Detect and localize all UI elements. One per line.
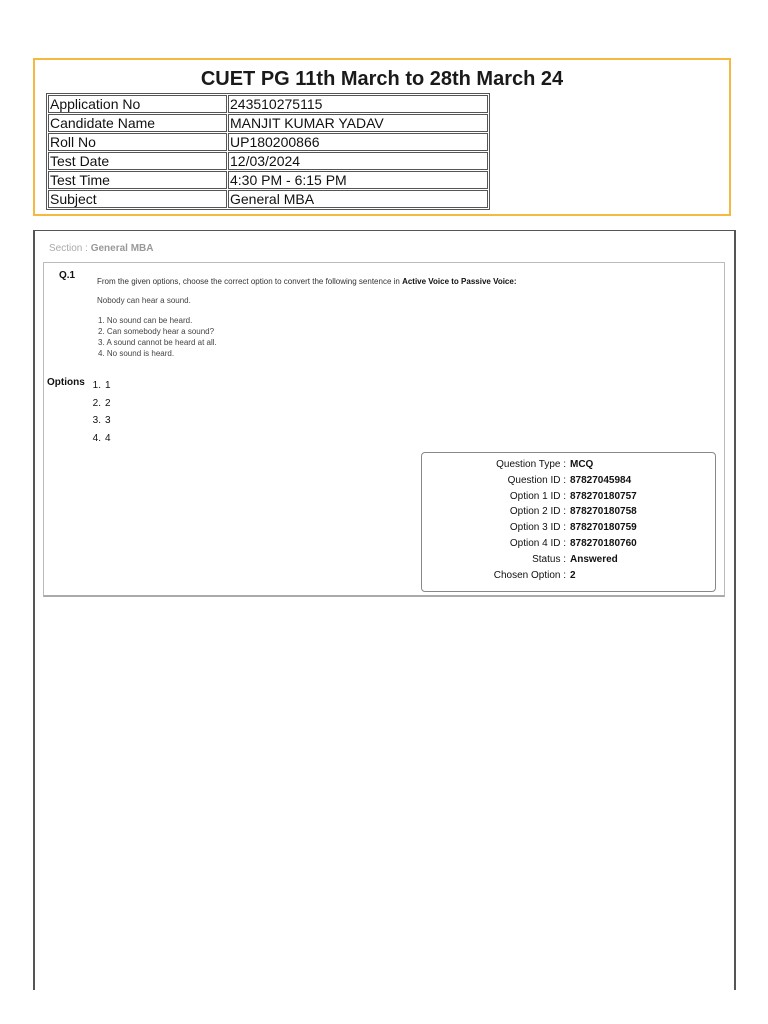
- question-choices: [98, 315, 217, 359]
- meta-value: 87827045984: [570, 475, 632, 486]
- meta-label: Option 1 ID :: [509, 491, 566, 502]
- options-label: Options: [47, 377, 85, 388]
- meta-label: Question Type :: [496, 459, 566, 470]
- test-date-label: Test Date: [48, 152, 227, 170]
- question-instruction: [97, 277, 516, 286]
- meta-value: Answered: [570, 554, 618, 565]
- meta-label: Option 2 ID :: [509, 506, 566, 517]
- option-number: 1.: [92, 380, 101, 391]
- option-value: 1: [105, 380, 111, 391]
- question-number: Q.1: [59, 270, 76, 281]
- candidate-name-value: MANJIT KUMAR YADAV: [228, 114, 488, 132]
- subject-value: General MBA: [228, 190, 488, 208]
- meta-value: 878270180757: [570, 491, 637, 502]
- meta-status: [422, 554, 715, 568]
- choice-item: 2. Can somebody hear a sound?: [98, 327, 215, 336]
- test-time-label: Test Time: [48, 171, 227, 189]
- section-name: General MBA: [90, 243, 154, 254]
- option-value: 4: [105, 432, 111, 444]
- meta-value: 2: [570, 570, 576, 581]
- meta-label: Option 4 ID :: [509, 538, 566, 549]
- table-row: [48, 114, 488, 132]
- option-item: [89, 430, 111, 448]
- table-row: [48, 190, 488, 208]
- choice-item: 1. No sound can be heard.: [98, 316, 193, 325]
- option-value: 2: [105, 397, 111, 409]
- table-row: [48, 95, 488, 113]
- meta-option-1-id: [422, 491, 715, 505]
- option-item: [89, 377, 111, 395]
- section-label: [49, 243, 154, 254]
- meta-label: Option 3 ID :: [509, 522, 566, 533]
- question-instruction-bold: Active Voice to Passive Voice:: [402, 277, 517, 286]
- meta-chosen-option: [422, 570, 715, 584]
- options-list: [89, 377, 111, 447]
- candidate-header: [33, 58, 731, 216]
- option-number: 4.: [92, 432, 101, 444]
- meta-question-id: [422, 475, 715, 489]
- question-instruction-text: From the given options, choose the correct option to convert the following sentence in: [97, 277, 403, 286]
- meta-question-type: [422, 459, 715, 473]
- roll-no-label: Roll No: [48, 133, 227, 151]
- option-number: 2.: [92, 397, 101, 409]
- table-row: [48, 171, 488, 189]
- question-card: [43, 262, 725, 597]
- question-sentence: Nobody can hear a sound.: [97, 296, 191, 305]
- candidate-name-label: Candidate Name: [48, 114, 227, 132]
- candidate-info-table: [46, 93, 490, 210]
- choice-item: 3. A sound cannot be heard at all.: [98, 338, 217, 347]
- meta-value: 878270180759: [570, 522, 637, 533]
- roll-no-value: UP180200866: [228, 133, 488, 151]
- meta-label: Status :: [532, 554, 566, 565]
- meta-label: Chosen Option :: [493, 570, 566, 581]
- meta-value: 878270180758: [570, 506, 637, 517]
- meta-option-2-id: [422, 506, 715, 520]
- table-row: [48, 133, 488, 151]
- option-item: [89, 395, 111, 413]
- meta-option-3-id: [422, 522, 715, 536]
- table-row: [48, 152, 488, 170]
- option-item: [89, 412, 111, 430]
- question-meta-panel: [421, 452, 716, 592]
- option-number: 3.: [92, 415, 101, 426]
- option-value: 3: [105, 415, 111, 426]
- application-no-label: Application No: [48, 95, 227, 113]
- subject-label: Subject: [48, 190, 227, 208]
- question-page: [33, 230, 736, 990]
- choice-item: 4. No sound is heard.: [98, 349, 175, 358]
- meta-label: Question ID :: [507, 475, 566, 486]
- meta-option-4-id: [422, 538, 715, 552]
- test-time-value: 4:30 PM - 6:15 PM: [228, 171, 488, 189]
- meta-value: MCQ: [570, 459, 594, 470]
- application-no-value: 243510275115: [228, 95, 488, 113]
- section-prefix: Section :: [49, 243, 91, 254]
- meta-value: 878270180760: [570, 538, 637, 549]
- test-date-value: 12/03/2024: [228, 152, 488, 170]
- page-title: CUET PG 11th March to 28th March 24: [200, 68, 564, 90]
